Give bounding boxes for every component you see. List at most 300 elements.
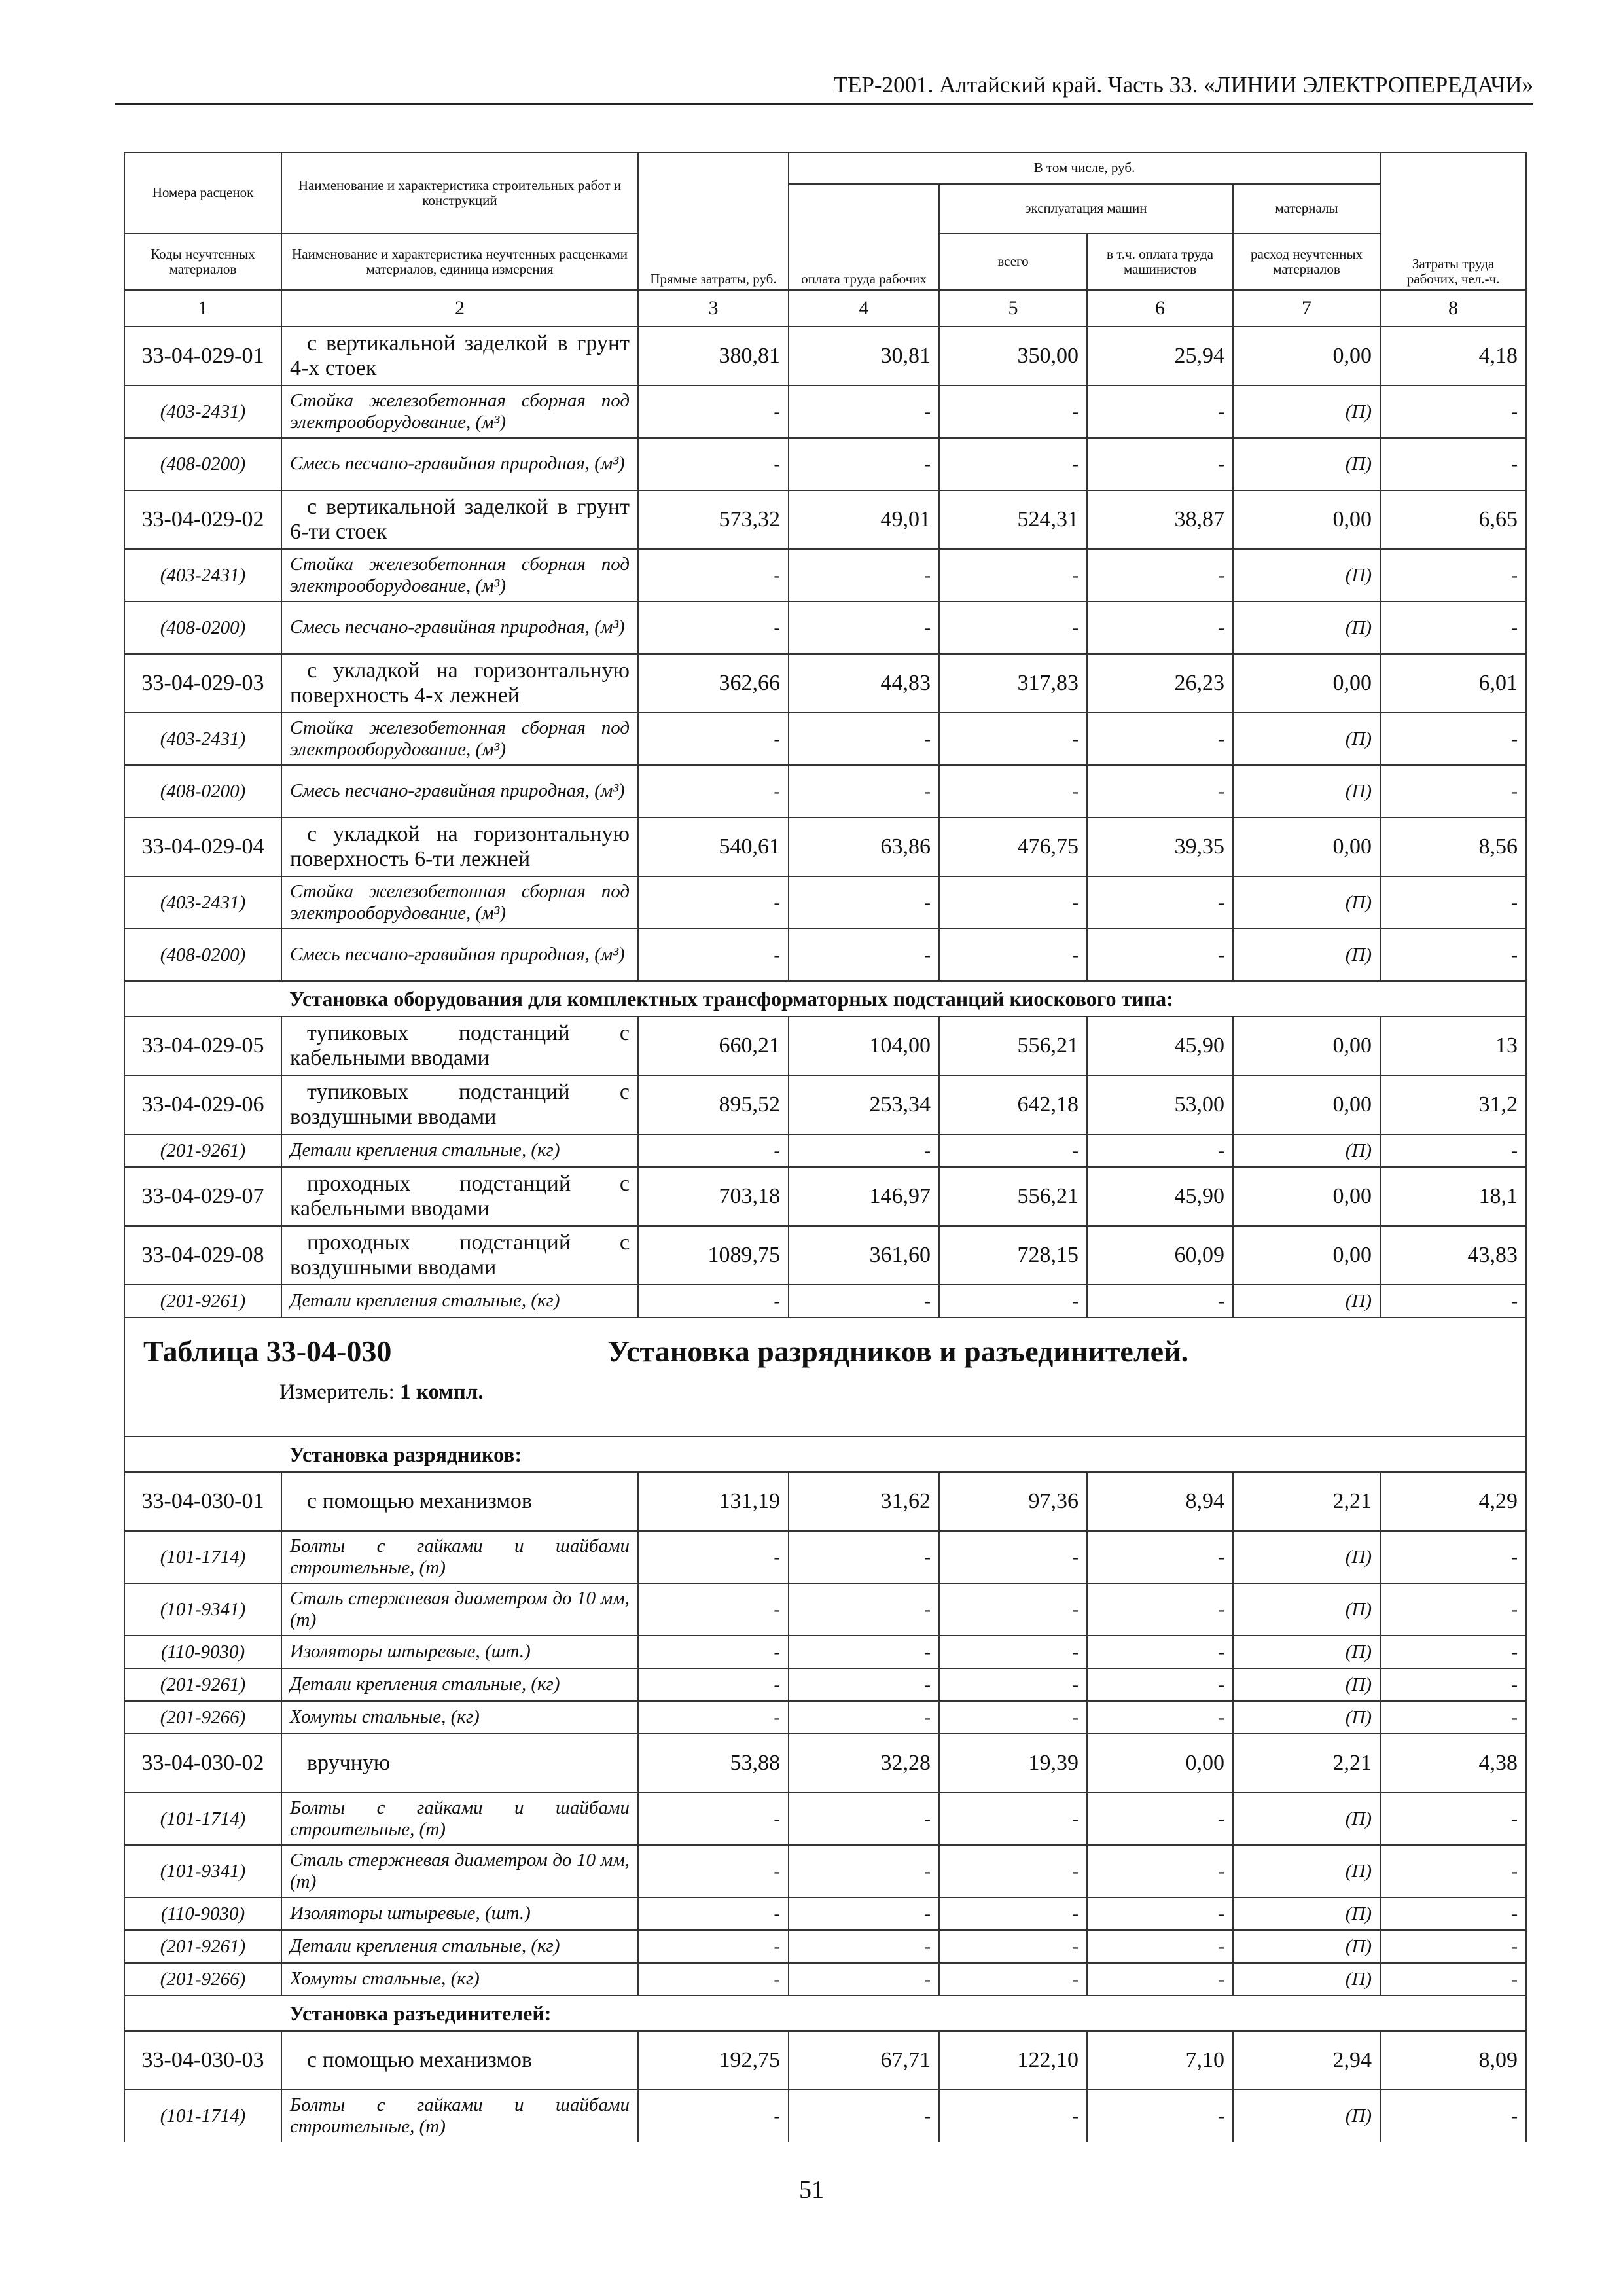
cell-dash: - xyxy=(1380,386,1526,438)
cell-value: 45,90 xyxy=(1087,1016,1233,1075)
material-description: Стойка железобетонная сборная под электрооборудование, (м³) xyxy=(281,386,638,438)
cell-dash: - xyxy=(1087,1963,1233,1996)
cell-mark: (П) xyxy=(1233,876,1380,929)
rate-row xyxy=(124,490,1526,549)
material-description: Стойка железобетонная сборная под электрооборудование, (м³) xyxy=(281,876,638,929)
material-description: Сталь стержневая диаметром до 10 мм, (т) xyxy=(281,1845,638,1897)
cell-dash: - xyxy=(939,765,1087,817)
material-row xyxy=(124,1636,1526,1668)
material-code: (101-1714) xyxy=(124,1531,281,1583)
cell-dash: - xyxy=(638,929,789,981)
material-code: (101-9341) xyxy=(124,1845,281,1897)
cell-value: 573,32 xyxy=(638,490,789,549)
cell-value: 18,1 xyxy=(1380,1167,1526,1226)
cell-dash: - xyxy=(1380,1930,1526,1963)
cell-value: 4,29 xyxy=(1380,1472,1526,1531)
cell-dash: - xyxy=(638,876,789,929)
cell-value: 660,21 xyxy=(638,1016,789,1075)
cell-value: 7,10 xyxy=(1087,2031,1233,2090)
cell-value: 53,00 xyxy=(1087,1075,1233,1134)
cell-value: 31,2 xyxy=(1380,1075,1526,1134)
material-description: Хомуты стальные, (кг) xyxy=(281,1701,638,1734)
cell-value: 45,90 xyxy=(1087,1167,1233,1226)
section-row xyxy=(124,1996,1526,2031)
header-material-names: Наименование и характеристика неучтенных расценками материалов, единица измерения xyxy=(281,234,638,290)
cell-dash: - xyxy=(1380,929,1526,981)
rate-description: с укладкой на горизонтальную поверхность 6-ти лежней xyxy=(281,817,638,876)
column-number: 7 xyxy=(1233,290,1380,327)
cell-dash: - xyxy=(789,1701,939,1734)
cell-value: 0,00 xyxy=(1233,654,1380,713)
cell-dash: - xyxy=(939,1583,1087,1636)
cell-mark: (П) xyxy=(1233,1793,1380,1845)
cell-value: 25,94 xyxy=(1087,327,1233,386)
column-number: 4 xyxy=(789,290,939,327)
material-row xyxy=(124,438,1526,490)
material-description: Смесь песчано-гравийная природная, (м³) xyxy=(281,929,638,981)
cell-dash: - xyxy=(939,1285,1087,1318)
material-row xyxy=(124,1845,1526,1897)
page-header-title: ТЕР-2001. Алтайский край. Часть 33. «ЛИНИИ ЭЛЕКТРОПЕРЕДАЧИ» xyxy=(833,72,1533,98)
cell-value: 2,21 xyxy=(1233,1734,1380,1793)
cell-dash: - xyxy=(1087,2090,1233,2142)
cell-mark: (П) xyxy=(1233,2090,1380,2142)
material-row xyxy=(124,929,1526,981)
cell-value: 361,60 xyxy=(789,1226,939,1285)
cell-dash: - xyxy=(789,1134,939,1167)
cell-dash: - xyxy=(939,929,1087,981)
cell-dash: - xyxy=(638,438,789,490)
material-description: Болты с гайками и шайбами строительные, (т) xyxy=(281,1793,638,1845)
cell-dash: - xyxy=(1380,1963,1526,1996)
cell-value: 32,28 xyxy=(789,1734,939,1793)
cell-dash: - xyxy=(638,1285,789,1318)
cell-value: 703,18 xyxy=(638,1167,789,1226)
material-code: (408-0200) xyxy=(124,765,281,817)
cell-dash: - xyxy=(638,386,789,438)
cell-dash: - xyxy=(1087,1285,1233,1318)
cell-dash: - xyxy=(939,1701,1087,1734)
section-row xyxy=(124,1437,1526,1472)
material-code: (403-2431) xyxy=(124,713,281,765)
material-code: (403-2431) xyxy=(124,549,281,601)
cell-value: 104,00 xyxy=(789,1016,939,1075)
material-code: (201-9261) xyxy=(124,1134,281,1167)
rate-code: 33-04-030-01 xyxy=(124,1472,281,1531)
cell-dash: - xyxy=(939,1134,1087,1167)
header-materials: материалы xyxy=(1233,184,1380,234)
cell-dash: - xyxy=(1380,1793,1526,1845)
cell-mark: (П) xyxy=(1233,601,1380,654)
cell-mark: (П) xyxy=(1233,438,1380,490)
table-title: Установка разрядников и разъединителей. xyxy=(607,1335,1189,1368)
column-number-row xyxy=(124,290,1526,327)
rate-code: 33-04-029-02 xyxy=(124,490,281,549)
cell-dash: - xyxy=(1087,876,1233,929)
cell-mark: (П) xyxy=(1233,386,1380,438)
cell-dash: - xyxy=(1380,1134,1526,1167)
cell-dash: - xyxy=(1087,601,1233,654)
rate-row xyxy=(124,1734,1526,1793)
material-description: Сталь стержневая диаметром до 10 мм, (т) xyxy=(281,1583,638,1636)
cell-dash: - xyxy=(939,1793,1087,1845)
material-row xyxy=(124,1793,1526,1845)
rate-code: 33-04-030-02 xyxy=(124,1734,281,1793)
cell-value: 317,83 xyxy=(939,654,1087,713)
table-number: Таблица 33-04-030 xyxy=(143,1335,392,1368)
cell-dash: - xyxy=(789,1897,939,1930)
cell-dash: - xyxy=(1380,1285,1526,1318)
material-description: Смесь песчано-гравийная природная, (м³) xyxy=(281,438,638,490)
rate-code: 33-04-029-07 xyxy=(124,1167,281,1226)
measure-line xyxy=(279,1380,1512,1405)
header-machinist-pay: в т.ч. оплата труда машинистов xyxy=(1087,234,1233,290)
cell-dash: - xyxy=(789,765,939,817)
cell-dash: - xyxy=(1380,1897,1526,1930)
cell-dash: - xyxy=(638,1963,789,1996)
section-row xyxy=(124,981,1526,1016)
material-code: (201-9261) xyxy=(124,1285,281,1318)
header-machines: эксплуатация машин xyxy=(939,184,1233,234)
material-row xyxy=(124,1134,1526,1167)
section-spacer xyxy=(124,1437,281,1472)
cell-dash: - xyxy=(1087,438,1233,490)
rate-code: 33-04-029-05 xyxy=(124,1016,281,1075)
material-code: (110-9030) xyxy=(124,1636,281,1668)
cell-dash: - xyxy=(789,713,939,765)
material-row xyxy=(124,1701,1526,1734)
material-row xyxy=(124,1963,1526,1996)
material-code: (201-9266) xyxy=(124,1963,281,1996)
header-machines-total: всего xyxy=(939,234,1087,290)
cell-dash: - xyxy=(638,1897,789,1930)
column-number: 5 xyxy=(939,290,1087,327)
cell-value: 895,52 xyxy=(638,1075,789,1134)
cell-value: 0,00 xyxy=(1087,1734,1233,1793)
cell-mark: (П) xyxy=(1233,929,1380,981)
cell-dash: - xyxy=(638,1583,789,1636)
material-code: (101-9341) xyxy=(124,1583,281,1636)
rate-row xyxy=(124,1075,1526,1134)
material-row xyxy=(124,549,1526,601)
cell-value: 0,00 xyxy=(1233,1167,1380,1226)
cell-dash: - xyxy=(638,549,789,601)
cell-mark: (П) xyxy=(1233,1845,1380,1897)
cell-dash: - xyxy=(1087,549,1233,601)
cell-value: 2,94 xyxy=(1233,2031,1380,2090)
material-description: Детали крепления стальные, (кг) xyxy=(281,1930,638,1963)
material-description: Хомуты стальные, (кг) xyxy=(281,1963,638,1996)
cell-value: 49,01 xyxy=(789,490,939,549)
rate-row xyxy=(124,817,1526,876)
cell-dash: - xyxy=(1087,386,1233,438)
cell-dash: - xyxy=(638,1930,789,1963)
cell-dash: - xyxy=(1087,713,1233,765)
cell-dash: - xyxy=(1087,929,1233,981)
cell-dash: - xyxy=(939,1668,1087,1701)
cell-value: 362,66 xyxy=(638,654,789,713)
cell-mark: (П) xyxy=(1233,765,1380,817)
material-row xyxy=(124,765,1526,817)
cell-dash: - xyxy=(1380,1668,1526,1701)
material-row xyxy=(124,1531,1526,1583)
rate-description: с вертикальной заделкой в грунт 6-ти стоек xyxy=(281,490,638,549)
cell-dash: - xyxy=(939,2090,1087,2142)
rate-description: проходных подстанций с воздушными вводами xyxy=(281,1226,638,1285)
cell-value: 131,19 xyxy=(638,1472,789,1531)
header-material-use: расход неучтенных материалов xyxy=(1233,234,1380,290)
cell-value: 253,34 xyxy=(789,1075,939,1134)
cell-mark: (П) xyxy=(1233,1897,1380,1930)
cell-dash: - xyxy=(939,1930,1087,1963)
material-code: (101-1714) xyxy=(124,1793,281,1845)
cell-value: 6,01 xyxy=(1380,654,1526,713)
rate-description: с укладкой на горизонтальную поверхность 4-х лежней xyxy=(281,654,638,713)
rate-code: 33-04-030-03 xyxy=(124,2031,281,2090)
table-title-block xyxy=(124,1318,1526,1437)
cell-dash: - xyxy=(789,929,939,981)
material-row xyxy=(124,1897,1526,1930)
cell-mark: (П) xyxy=(1233,1668,1380,1701)
material-code: (201-9266) xyxy=(124,1701,281,1734)
cell-dash: - xyxy=(789,438,939,490)
material-code: (201-9261) xyxy=(124,1930,281,1963)
cell-dash: - xyxy=(939,1963,1087,1996)
cell-dash: - xyxy=(789,549,939,601)
column-number: 1 xyxy=(124,290,281,327)
rate-row xyxy=(124,2031,1526,2090)
cell-dash: - xyxy=(939,876,1087,929)
header-worker-pay: оплата труда рабочих xyxy=(789,184,939,290)
material-row xyxy=(124,2090,1526,2142)
cell-mark: (П) xyxy=(1233,1701,1380,1734)
cell-value: 8,09 xyxy=(1380,2031,1526,2090)
material-row xyxy=(124,1668,1526,1701)
cell-value: 26,23 xyxy=(1087,654,1233,713)
cell-value: 97,36 xyxy=(939,1472,1087,1531)
cell-dash: - xyxy=(638,1134,789,1167)
cell-mark: (П) xyxy=(1233,1285,1380,1318)
cell-dash: - xyxy=(1380,549,1526,601)
column-number: 2 xyxy=(281,290,638,327)
cell-value: 556,21 xyxy=(939,1016,1087,1075)
section-spacer xyxy=(124,981,281,1016)
cell-dash: - xyxy=(1087,1930,1233,1963)
cell-dash: - xyxy=(1087,1134,1233,1167)
cell-value: 728,15 xyxy=(939,1226,1087,1285)
section-title: Установка разъединителей: xyxy=(281,1996,1526,2031)
material-row xyxy=(124,386,1526,438)
cell-value: 19,39 xyxy=(939,1734,1087,1793)
cell-dash: - xyxy=(1380,1583,1526,1636)
cell-dash: - xyxy=(1380,713,1526,765)
cell-dash: - xyxy=(1380,601,1526,654)
cell-value: 6,65 xyxy=(1380,490,1526,549)
material-description: Стойка железобетонная сборная под электрооборудование, (м³) xyxy=(281,549,638,601)
cell-dash: - xyxy=(1087,1668,1233,1701)
cell-value: 13 xyxy=(1380,1016,1526,1075)
material-code: (408-0200) xyxy=(124,929,281,981)
cell-value: 1089,75 xyxy=(638,1226,789,1285)
material-code: (403-2431) xyxy=(124,876,281,929)
cell-value: 0,00 xyxy=(1233,490,1380,549)
header-including: В том числе, руб. xyxy=(789,152,1380,184)
cell-dash: - xyxy=(638,1636,789,1668)
cell-mark: (П) xyxy=(1233,713,1380,765)
material-description: Болты с гайками и шайбами строительные, (т) xyxy=(281,2090,638,2142)
rate-row xyxy=(124,1472,1526,1531)
header-direct-costs: Прямые затраты, руб. xyxy=(638,152,789,290)
cell-dash: - xyxy=(939,713,1087,765)
cell-dash: - xyxy=(939,1636,1087,1668)
cell-value: 642,18 xyxy=(939,1075,1087,1134)
cell-mark: (П) xyxy=(1233,549,1380,601)
cell-dash: - xyxy=(638,601,789,654)
column-number: 6 xyxy=(1087,290,1233,327)
cell-mark: (П) xyxy=(1233,1134,1380,1167)
cell-value: 8,94 xyxy=(1087,1472,1233,1531)
cell-value: 556,21 xyxy=(939,1167,1087,1226)
material-code: (408-0200) xyxy=(124,601,281,654)
rate-description: с вертикальной заделкой в грунт 4-х стоек xyxy=(281,327,638,386)
cell-dash: - xyxy=(789,876,939,929)
rate-row xyxy=(124,1226,1526,1285)
cell-dash: - xyxy=(638,713,789,765)
rate-description: с помощью механизмов xyxy=(281,1472,638,1531)
cell-value: 60,09 xyxy=(1087,1226,1233,1285)
cell-value: 524,31 xyxy=(939,490,1087,549)
cell-dash: - xyxy=(939,601,1087,654)
measure-value: 1 компл. xyxy=(400,1380,484,1404)
material-row xyxy=(124,1930,1526,1963)
cell-value: 0,00 xyxy=(1233,1016,1380,1075)
cell-value: 53,88 xyxy=(638,1734,789,1793)
column-number: 3 xyxy=(638,290,789,327)
rate-description: тупиковых подстанций с воздушными вводами xyxy=(281,1075,638,1134)
material-description: Детали крепления стальные, (кг) xyxy=(281,1668,638,1701)
material-code: (408-0200) xyxy=(124,438,281,490)
cell-dash: - xyxy=(638,1701,789,1734)
material-description: Детали крепления стальные, (кг) xyxy=(281,1285,638,1318)
rate-description: с помощью механизмов xyxy=(281,2031,638,2090)
material-description: Изоляторы штыревые, (шт.) xyxy=(281,1897,638,1930)
cell-dash: - xyxy=(789,1930,939,1963)
header-labor-hours: Затраты труда рабочих, чел.-ч. xyxy=(1380,152,1526,290)
cell-value: 4,18 xyxy=(1380,327,1526,386)
cell-mark: (П) xyxy=(1233,1531,1380,1583)
material-row xyxy=(124,1583,1526,1636)
cell-value: 192,75 xyxy=(638,2031,789,2090)
cell-value: 4,38 xyxy=(1380,1734,1526,1793)
rate-description: проходных подстанций с кабельными вводами xyxy=(281,1167,638,1226)
cell-dash: - xyxy=(939,1531,1087,1583)
material-row xyxy=(124,713,1526,765)
page-number: 51 xyxy=(799,2176,824,2204)
cell-dash: - xyxy=(789,1531,939,1583)
cell-value: 476,75 xyxy=(939,817,1087,876)
cell-dash: - xyxy=(638,1668,789,1701)
cell-dash: - xyxy=(789,1793,939,1845)
cell-value: 0,00 xyxy=(1233,327,1380,386)
material-row xyxy=(124,876,1526,929)
section-spacer xyxy=(124,1996,281,2031)
cell-value: 30,81 xyxy=(789,327,939,386)
table-header-row xyxy=(124,152,1526,184)
cell-value: 39,35 xyxy=(1087,817,1233,876)
material-row xyxy=(124,601,1526,654)
cell-value: 350,00 xyxy=(939,327,1087,386)
cell-dash: - xyxy=(1087,765,1233,817)
cell-value: 43,83 xyxy=(1380,1226,1526,1285)
cell-dash: - xyxy=(1380,2090,1526,2142)
column-number: 8 xyxy=(1380,290,1526,327)
price-table xyxy=(124,152,1527,2142)
cell-dash: - xyxy=(789,1963,939,1996)
rate-code: 33-04-029-01 xyxy=(124,327,281,386)
cell-dash: - xyxy=(1087,1531,1233,1583)
cell-dash: - xyxy=(789,1636,939,1668)
cell-dash: - xyxy=(1087,1845,1233,1897)
cell-value: 44,83 xyxy=(789,654,939,713)
cell-value: 31,62 xyxy=(789,1472,939,1531)
section-title: Установка разрядников: xyxy=(281,1437,1526,1472)
cell-dash: - xyxy=(789,386,939,438)
cell-dash: - xyxy=(1380,438,1526,490)
measure-label: Измеритель: xyxy=(279,1380,395,1404)
cell-dash: - xyxy=(1087,1701,1233,1734)
rate-description: тупиковых подстанций с кабельными вводами xyxy=(281,1016,638,1075)
cell-value: 540,61 xyxy=(638,817,789,876)
rate-row xyxy=(124,654,1526,713)
cell-value: 2,21 xyxy=(1233,1472,1380,1531)
material-row xyxy=(124,1285,1526,1318)
rate-row xyxy=(124,1167,1526,1226)
table-title-line xyxy=(143,1334,1512,1369)
cell-dash: - xyxy=(1087,1793,1233,1845)
cell-dash: - xyxy=(638,1845,789,1897)
cell-value: 0,00 xyxy=(1233,1075,1380,1134)
table-title-row xyxy=(124,1318,1526,1437)
cell-dash: - xyxy=(1087,1897,1233,1930)
material-description: Болты с гайками и шайбами строительные, (т) xyxy=(281,1531,638,1583)
cell-dash: - xyxy=(1380,876,1526,929)
rate-row xyxy=(124,327,1526,386)
cell-dash: - xyxy=(1380,765,1526,817)
cell-dash: - xyxy=(789,601,939,654)
material-description: Смесь песчано-гравийная природная, (м³) xyxy=(281,601,638,654)
cell-mark: (П) xyxy=(1233,1963,1380,1996)
cell-dash: - xyxy=(939,438,1087,490)
cell-dash: - xyxy=(789,1845,939,1897)
cell-dash: - xyxy=(1380,1701,1526,1734)
cell-dash: - xyxy=(1087,1636,1233,1668)
material-description: Детали крепления стальные, (кг) xyxy=(281,1134,638,1167)
cell-value: 38,87 xyxy=(1087,490,1233,549)
cell-dash: - xyxy=(939,549,1087,601)
cell-value: 146,97 xyxy=(789,1167,939,1226)
rate-code: 33-04-029-06 xyxy=(124,1075,281,1134)
cell-value: 63,86 xyxy=(789,817,939,876)
cell-dash: - xyxy=(939,386,1087,438)
material-code: (101-1714) xyxy=(124,2090,281,2142)
rate-code: 33-04-029-04 xyxy=(124,817,281,876)
header-name: Наименование и характеристика строительных работ и конструкций xyxy=(281,152,638,234)
cell-dash: - xyxy=(1380,1636,1526,1668)
header-codes: Номера расценок xyxy=(124,152,281,234)
cell-value: 67,71 xyxy=(789,2031,939,2090)
header-rule xyxy=(115,103,1533,105)
cell-dash: - xyxy=(1380,1845,1526,1897)
